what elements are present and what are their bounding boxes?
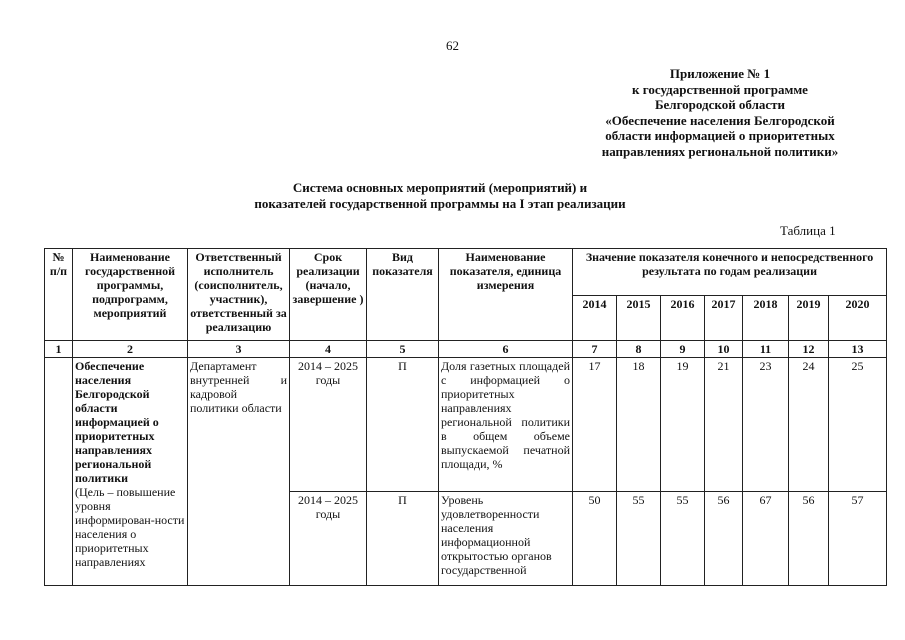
header-year: 2019	[789, 296, 829, 341]
page-number: 62	[446, 38, 459, 53]
value-cell: 56	[789, 492, 829, 586]
value-cell: 21	[705, 358, 743, 492]
header-period: Срок реализации (начало, завершение )	[290, 249, 367, 341]
value-cell: 55	[617, 492, 661, 586]
column-number: 12	[789, 341, 829, 358]
table-label: Таблица 1	[780, 223, 836, 238]
heading-line: Система основных мероприятий (мероприятий) и	[292, 180, 588, 195]
value-cell: 67	[743, 492, 789, 586]
activities-table	[44, 248, 887, 586]
value-cell: 24	[789, 358, 829, 492]
header-year: 2016	[661, 296, 705, 341]
appendix-header	[540, 66, 900, 159]
header-indicator: Наименование показателя, единица измерения	[439, 249, 573, 341]
header-year: 2020	[829, 296, 887, 341]
value-cell: 25	[829, 358, 887, 492]
column-number: 3	[188, 341, 290, 358]
column-number: 1	[45, 341, 73, 358]
header-num: № п/п	[45, 249, 73, 341]
value-cell: 23	[743, 358, 789, 492]
column-number: 9	[661, 341, 705, 358]
type-cell: П	[367, 358, 439, 492]
header-name: Наименование государственной программы, подпрограмм, мероприятий	[73, 249, 188, 341]
indicator-cell: Уровень удовлетворенности населения информационной открытостью органов государственной	[439, 492, 573, 586]
document-heading	[160, 180, 720, 212]
column-number: 8	[617, 341, 661, 358]
column-number: 5	[367, 341, 439, 358]
value-cell: 50	[573, 492, 617, 586]
header-responsible: Ответственный исполнитель (соисполнитель, участник), ответственный за реализацию	[188, 249, 290, 341]
table-row	[45, 358, 887, 492]
indicator-cell: Доля газетных площадей с информацией о приоритетных направлениях региональной политики в общем объеме выпускаемой печатной площади, %	[439, 358, 573, 492]
header-values-group: Значение показателя конечного и непосредственного результата по годам реализации	[573, 249, 887, 296]
header-year: 2017	[705, 296, 743, 341]
column-number: 4	[290, 341, 367, 358]
header-year: 2015	[617, 296, 661, 341]
appendix-line: области информацией о приоритетных	[605, 128, 835, 143]
column-number: 2	[73, 341, 188, 358]
appendix-line: к государственной программе	[632, 81, 808, 97]
appendix-line: Белгородской области	[654, 97, 786, 112]
value-cell: 57	[829, 492, 887, 586]
column-number: 13	[829, 341, 887, 358]
program-cell	[73, 358, 188, 586]
appendix-line: «Обеспечение населения Белгородской	[605, 112, 835, 128]
column-number: 10	[705, 341, 743, 358]
header-type: Вид показателя	[367, 249, 439, 341]
heading-line: показателей государственной программы на I этап реализации	[254, 196, 626, 211]
type-cell: П	[367, 492, 439, 586]
row-number-cell	[45, 358, 73, 586]
period-cell: 2014 – 2025 годы	[290, 358, 367, 492]
appendix-line: Приложение № 1	[669, 66, 771, 81]
column-number: 7	[573, 341, 617, 358]
value-cell: 55	[661, 492, 705, 586]
value-cell: 18	[617, 358, 661, 492]
value-cell: 19	[661, 358, 705, 492]
header-year: 2018	[743, 296, 789, 341]
value-cell: 17	[573, 358, 617, 492]
period-cell: 2014 – 2025 годы	[290, 492, 367, 586]
value-cell: 56	[705, 492, 743, 586]
appendix-line: направлениях региональной политики»	[601, 143, 839, 159]
program-goal: (Цель – повышение уровня информирован-ности населения о приоритетных направлениях	[75, 485, 185, 569]
column-number-row	[45, 341, 887, 358]
responsible-cell: Департамент внутренней и кадровой политики области	[188, 358, 290, 586]
column-number: 6	[439, 341, 573, 358]
column-number: 11	[743, 341, 789, 358]
program-name: Обеспечение населения Белгородской области информацией о приоритетных направлениях региональной политики	[75, 359, 159, 485]
header-year: 2014	[573, 296, 617, 341]
